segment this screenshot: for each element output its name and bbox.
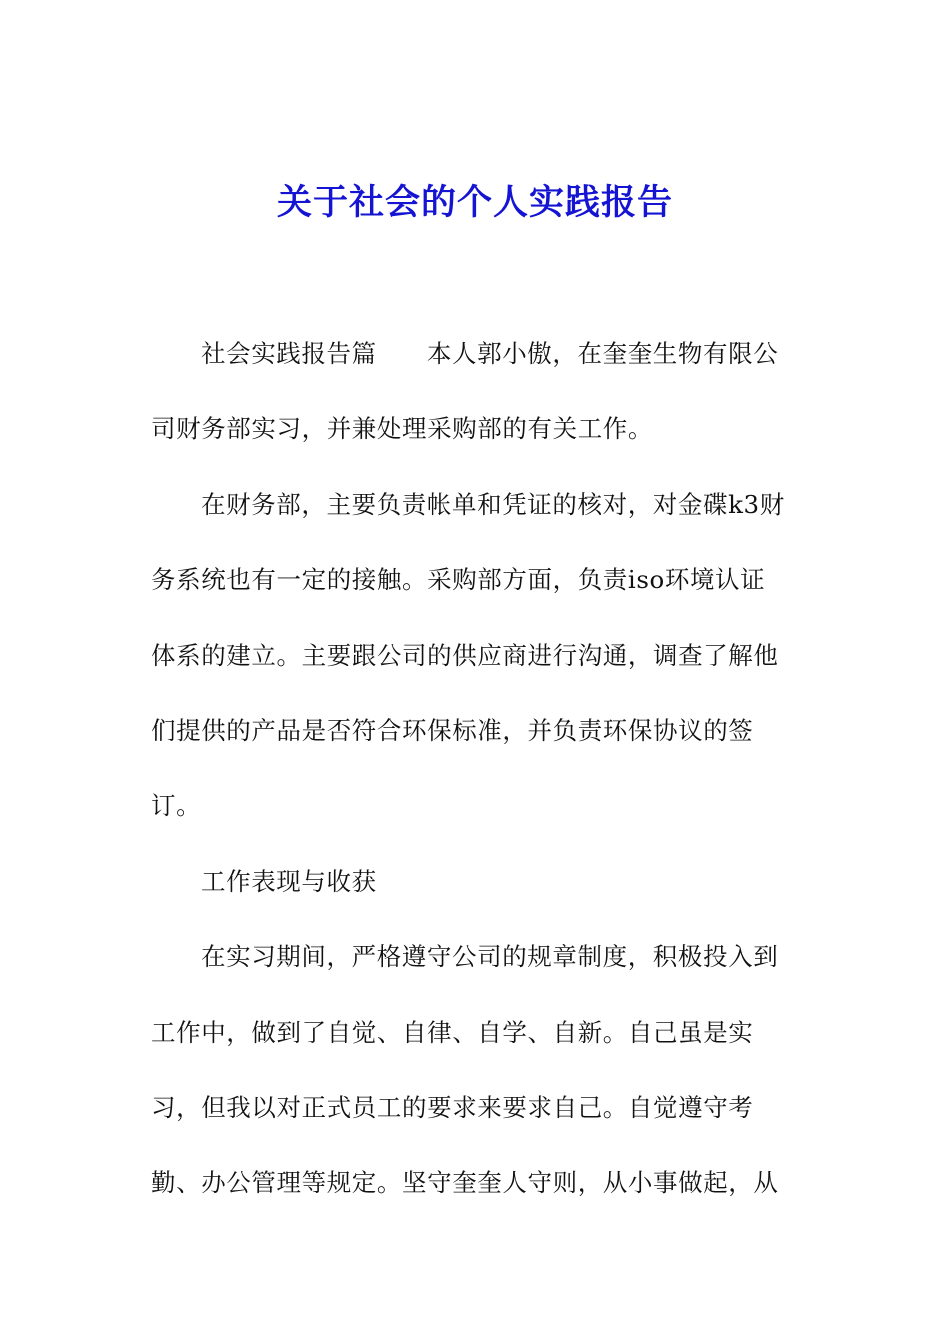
text-line: 订。 [151, 791, 202, 821]
text-line: 勤、办公管理等规定。坚守奎奎人守则，从小事做起，从 [151, 1168, 779, 1198]
text-line: 体系的建立。主要跟公司的供应商进行沟通，调查了解他 [151, 640, 779, 670]
text-line: 习，但我以对正式员工的要求来要求自己。自觉遵守考 [151, 1092, 754, 1122]
document-title: 关于社会的个人实践报告 [276, 182, 673, 223]
text-line: 在财务部，主要负责帐单和凭证的核对，对金碟k3财 [201, 489, 785, 519]
text-line: 们提供的产品是否符合环保标准，并负责环保协议的签 [151, 715, 754, 745]
text-line: 工作中，做到了自觉、自律、自学、自新。自己虽是实 [151, 1017, 754, 1047]
text-line: 司财务部实习，并兼处理采购部的有关工作。 [151, 414, 653, 444]
text-line: 在实习期间，严格遵守公司的规章制度，积极投入到 [201, 942, 779, 972]
text-line: 务系统也有一定的接触。采购部方面，负责iso环境认证 [151, 565, 766, 595]
text-line: 社会实践报告篇 本人郭小傲，在奎奎生物有限公 [201, 339, 779, 368]
section-heading: 工作表现与收获 [201, 866, 377, 896]
document-body [151, 322, 803, 1227]
